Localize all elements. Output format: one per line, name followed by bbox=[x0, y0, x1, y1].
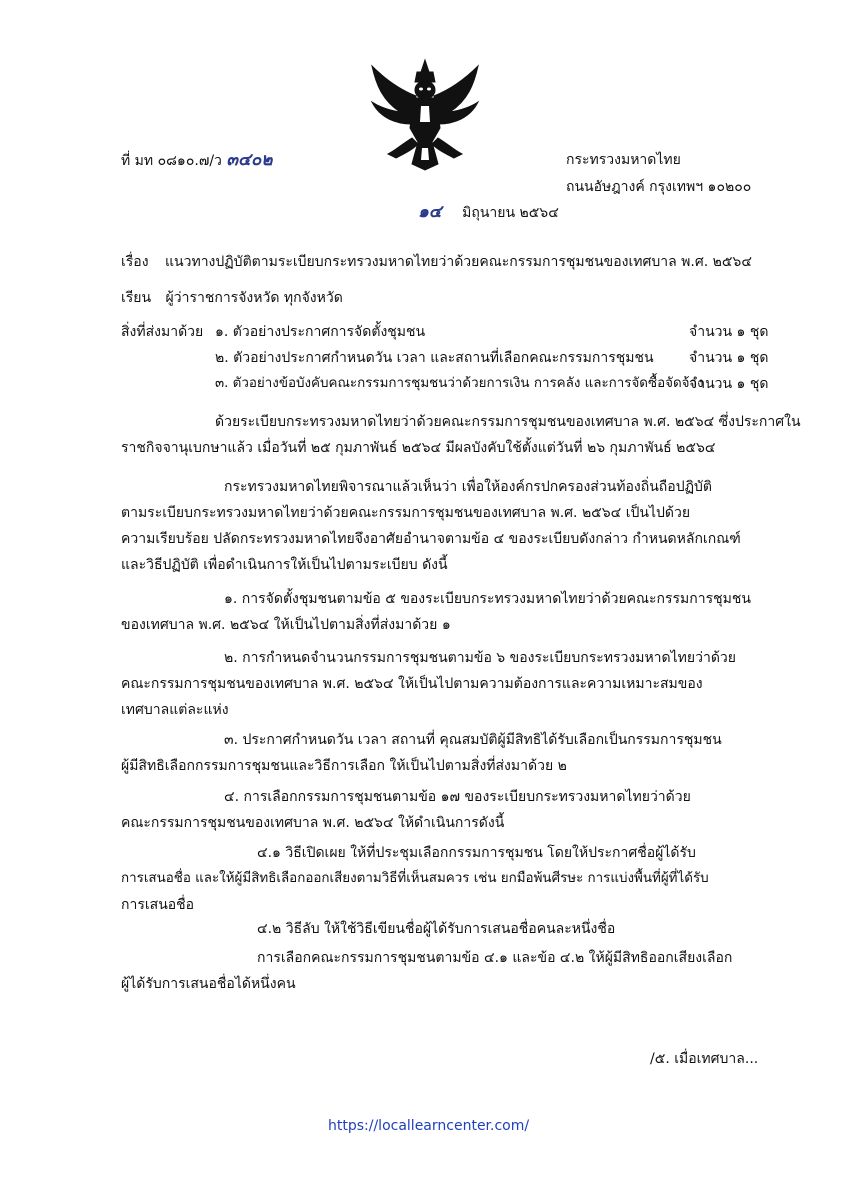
page-continuation: /๕. เมื่อเทศบาล... bbox=[650, 1051, 759, 1067]
body-line: และวิธีปฏิบัติ เพื่อดำเนินการให้เป็นไปตามระเบียบ ดังนี้ bbox=[121, 557, 448, 573]
salutation-line bbox=[121, 288, 343, 308]
subject-text: แนวทางปฏิบัติตามระเบียบกระทรวงมหาดไทยว่าด้วยคณะกรรมการชุมชนของเทศบาล พ.ศ. ๒๕๖๔ bbox=[165, 254, 752, 270]
enclosure-item: ๒. ตัวอย่างประกาศกำหนดวัน เวลา และสถานที่เลือกคณะกรรมการชุมชน bbox=[215, 350, 654, 366]
ministry-address: ถนนอัษฎางค์ กรุงเทพฯ ๑๐๒๐๐ bbox=[566, 179, 752, 195]
body-line: ๑. การจัดตั้งชุมชนตามข้อ ๕ ของระเบียบกระทรวงมหาดไทยว่าด้วยคณะกรรมการชุมชน bbox=[224, 591, 751, 607]
body-line: ๔.๑ วิธีเปิดเผย ให้ที่ประชุมเลือกกรรมการชุมชน โดยให้ประกาศชื่อผู้ได้รับ bbox=[257, 845, 696, 861]
footer-url-link[interactable]: https://locallearncenter.com/ bbox=[328, 1118, 530, 1134]
subject-label: เรื่อง bbox=[121, 254, 149, 270]
document-date bbox=[418, 202, 559, 223]
body-line: กระทรวงมหาดไทยพิจารณาแล้วเห็นว่า เพื่อให้องค์กรปกครองส่วนท้องถิ่นถือปฏิบัติ bbox=[224, 479, 712, 495]
enclosure-item: ๓. ตัวอย่างข้อบังคับคณะกรรมการชุมชนว่าด้วยการเงิน การคลัง และการจัดซื้อจัดจ้าง bbox=[215, 376, 704, 391]
body-line: ๓. ประกาศกำหนดวัน เวลา สถานที่ คุณสมบัติผู้มีสิทธิได้รับเลือกเป็นกรรมการชุมชน bbox=[224, 732, 722, 748]
body-line: ผู้ได้รับการเสนอชื่อได้หนึ่งคน bbox=[121, 976, 296, 992]
body-line: การเลือกคณะกรรมการชุมชนตามข้อ ๔.๑ และข้อ ๔.๒ ให้ผู้มีสิทธิออกเสียงเลือก bbox=[257, 950, 733, 966]
date-day-handwritten: ๑๔ bbox=[418, 202, 442, 222]
body-line: ราชกิจจานุเบกษาแล้ว เมื่อวันที่ ๒๕ กุมภาพันธ์ ๒๕๖๔ มีผลบังคับใช้ตั้งแต่วันที่ ๒๖ กุมภาพันธ์ ๒๕๖๔ bbox=[121, 440, 716, 456]
enclosures-label: สิ่งที่ส่งมาด้วย bbox=[121, 324, 204, 340]
body-line: คณะกรรมการชุมชนของเทศบาล พ.ศ. ๒๕๖๔ ให้ดำเนินการดังนี้ bbox=[121, 815, 505, 831]
enclosure-qty: จำนวน ๑ ชุด bbox=[689, 350, 769, 366]
body-line: ด้วยระเบียบกระทรวงมหาดไทยว่าด้วยคณะกรรมการชุมชนของเทศบาล พ.ศ. ๒๕๖๔ ซึ่งประกาศใน bbox=[215, 414, 801, 430]
body-line: คณะกรรมการชุมชนของเทศบาล พ.ศ. ๒๕๖๔ ให้เป็นไปตามความต้องการและความเหมาะสมของ bbox=[121, 676, 703, 692]
date-month-year: มิถุนายน ๒๕๖๔ bbox=[462, 205, 559, 221]
body-line: ของเทศบาล พ.ศ. ๒๕๖๔ ให้เป็นไปตามสิ่งที่ส่งมาด้วย ๑ bbox=[121, 617, 451, 633]
subject-line bbox=[121, 252, 752, 272]
enclosure-qty: จำนวน ๑ ชุด bbox=[689, 324, 769, 340]
body-line: เทศบาลแต่ละแห่ง bbox=[121, 702, 229, 718]
body-line: ๔.๒ วิธีลับ ให้ใช้วิธีเขียนชื่อผู้ได้รับการเสนอชื่อคนละหนึ่งชื่อ bbox=[257, 921, 616, 937]
garuda-emblem-icon bbox=[366, 58, 484, 173]
body-line: ผู้มีสิทธิเลือกกรรมการชุมชนและวิธีการเลือก ให้เป็นไปตามสิ่งที่ส่งมาด้วย ๒ bbox=[121, 758, 567, 774]
body-line: ๒. การกำหนดจำนวนกรรมการชุมชนตามข้อ ๖ ของระเบียบกระทรวงมหาดไทยว่าด้วย bbox=[224, 650, 736, 666]
ref-number-handwritten: ๓๔๐๒ bbox=[226, 150, 273, 170]
body-line: การเสนอชื่อ bbox=[121, 897, 195, 913]
salutation-label: เรียน bbox=[121, 290, 152, 306]
ministry-name: กระทรวงมหาดไทย bbox=[566, 152, 681, 168]
body-line: ตามระเบียบกระทรวงมหาดไทยว่าด้วยคณะกรรมการชุมชนของเทศบาล พ.ศ. ๒๕๖๔ เป็นไปด้วย bbox=[121, 505, 691, 521]
ref-prefix: ที่ มท ๐๘๑๐.๗/ว bbox=[121, 153, 222, 169]
body-line: ความเรียบร้อย ปลัดกระทรวงมหาดไทยจึงอาศัยอำนาจตามข้อ ๔ ของระเบียบดังกล่าว กำหนดหลักเกณฑ์ bbox=[121, 531, 741, 547]
body-line: การเสนอชื่อ และให้ผู้มีสิทธิเลือกออกเสียงตามวิธีที่เห็นสมควร เช่น ยกมือพ้นศีรษะ การแบ่งพื้นที่ผู้ที่ได้รับ bbox=[121, 871, 709, 886]
salutation-text: ผู้ว่าราชการจังหวัด ทุกจังหวัด bbox=[165, 290, 343, 306]
body-line: ๔. การเลือกกรรมการชุมชนตามข้อ ๑๗ ของระเบียบกระทรวงมหาดไทยว่าด้วย bbox=[224, 789, 691, 805]
enclosure-qty: จำนวน ๑ ชุด bbox=[689, 376, 769, 392]
document-ref bbox=[121, 150, 272, 171]
enclosure-item: ๑. ตัวอย่างประกาศการจัดตั้งชุมชน bbox=[215, 324, 426, 340]
